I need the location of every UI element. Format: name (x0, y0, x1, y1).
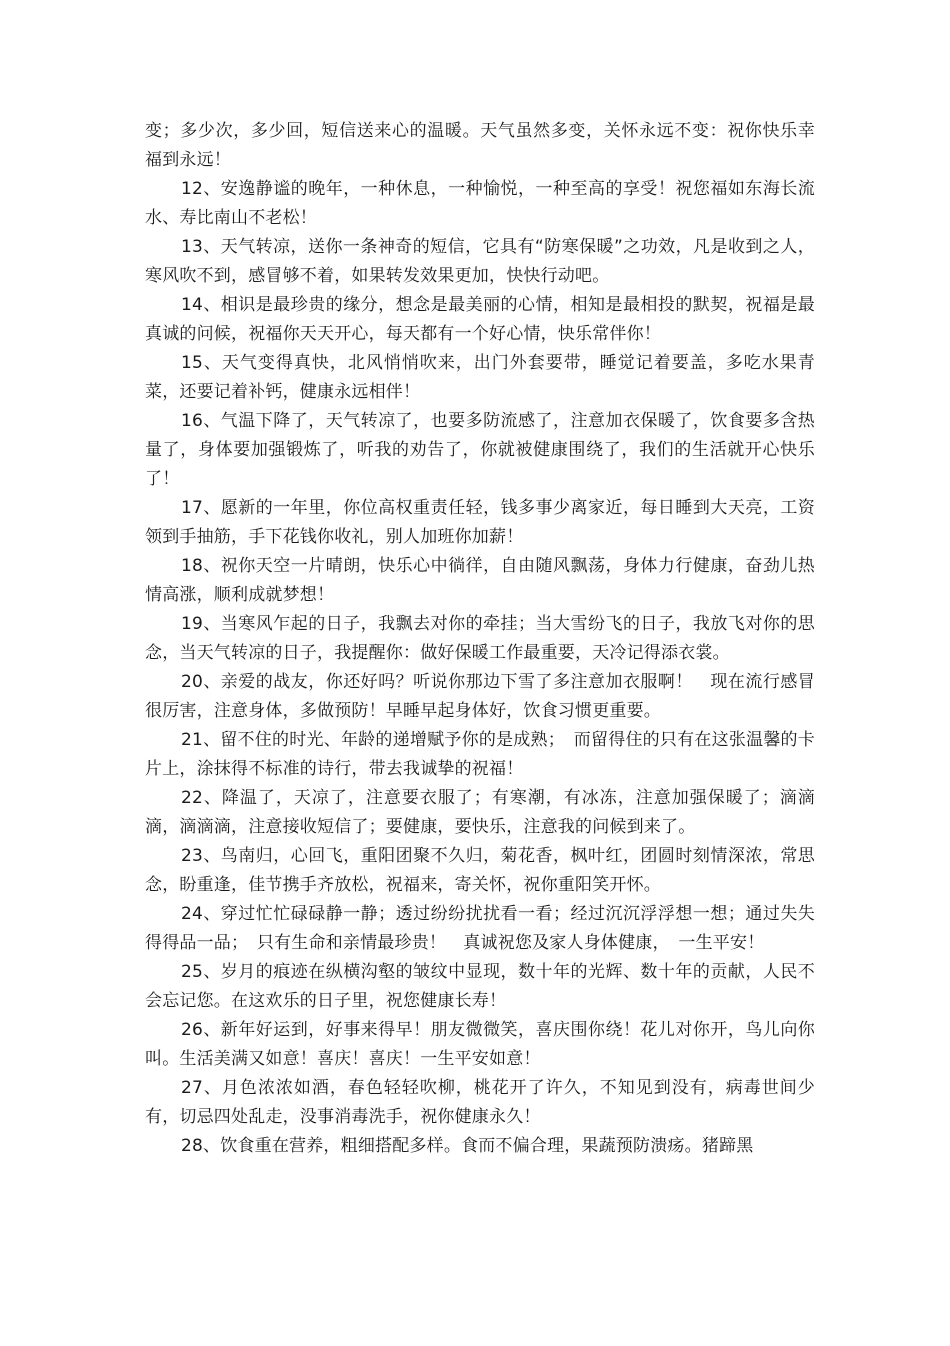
paragraph-17: 17、愿新的一年里，你位高权重责任轻，钱多事少离家近，每日睡到大天亮，工资领到手抽筋，手下花钱你收礼，别人加班你加薪！ (145, 498, 815, 547)
paragraph-20: 20、亲爱的战友，你还好吗？听说你那边下雪了多注意加衣服啊！ 现在流行感冒很厉害，注意身体，多做预防！早睡早起身体好，饮食习惯更重要。 (145, 672, 815, 721)
paragraph-24: 24、穿过忙忙碌碌静一静；透过纷纷扰扰看一看；经过沉沉浮浮想一想；通过失失得得品一品； 只有生命和亲情最珍贵！ 真诚祝您及家人身体健康， 一生平安！ (145, 904, 815, 953)
document-page (145, 117, 815, 1161)
paragraph-13: 13、天气转凉，送你一条神奇的短信，它具有“防寒保暖”之功效，凡是收到之人，寒风吹不到，感冒够不着，如果转发效果更加，快快行动吧。 (145, 237, 815, 286)
paragraph-23: 23、鸟南归，心回飞，重阳团聚不久归，菊花香，枫叶红，团圆时刻情深浓，常思念，盼重逢，佳节携手齐放松，祝福来，寄关怀，祝你重阳笑开怀。 (145, 846, 815, 895)
paragraph-11-continued: 变；多少次，多少回，短信送来心的温暖。天气虽然多变，关怀永远不变：祝你快乐幸福到永远！ (145, 121, 815, 170)
paragraph-26: 26、新年好运到，好事来得早！朋友微微笑，喜庆围你绕！花儿对你开，鸟儿向你叫。生活美满又如意！喜庆！喜庆！一生平安如意！ (145, 1020, 815, 1069)
paragraph-14: 14、相识是最珍贵的缘分，想念是最美丽的心情，相知是最相投的默契，祝福是最真诚的问候，祝福你天天开心，每天都有一个好心情，快乐常伴你！ (145, 295, 815, 344)
paragraph-16: 16、气温下降了，天气转凉了，也要多防流感了，注意加衣保暖了，饮食要多含热量了，身体要加强锻炼了，听我的劝告了，你就被健康围绕了，我们的生活就开心快乐了！ (145, 411, 815, 489)
paragraph-18: 18、祝你天空一片晴朗，快乐心中徜徉，自由随风飘荡，身体力行健康，奋劲儿热情高涨，顺利成就梦想！ (145, 556, 815, 605)
paragraph-22: 22、降温了，天凉了，注意要衣服了；有寒潮，有冰冻，注意加强保暖了；滴滴滴，滴滴滴，注意接收短信了；要健康，要快乐，注意我的问候到来了。 (145, 788, 815, 837)
paragraph-25: 25、岁月的痕迹在纵横沟壑的皱纹中显现，数十年的光辉、数十年的贡献，人民不会忘记您。在这欢乐的日子里，祝您健康长寿！ (145, 962, 815, 1011)
paragraph-21: 21、留不住的时光、年龄的递增赋予你的是成熟； 而留得住的只有在这张温馨的卡片上，涂抹得不标准的诗行，带去我诚挚的祝福！ (145, 730, 815, 779)
paragraph-15: 15、天气变得真快，北风悄悄吹来，出门外套要带，睡觉记着要盖，多吃水果青菜，还要记着补钙，健康永远相伴！ (145, 353, 815, 402)
paragraph-27: 27、月色浓浓如酒，春色轻轻吹柳，桃花开了许久，不知见到没有，病毒世间少有，切忌四处乱走，没事消毒洗手，祝你健康永久！ (145, 1078, 815, 1127)
paragraph-28: 28、饮食重在营养，粗细搭配多样。食而不偏合理，果蔬预防溃疡。猪蹄黑 (181, 1136, 754, 1156)
paragraph-12: 12、安逸静谧的晚年，一种休息，一种愉悦，一种至高的享受！祝您福如东海长流水、寿比南山不老松！ (145, 179, 815, 228)
paragraph-19: 19、当寒风乍起的日子，我飘去对你的牵挂；当大雪纷飞的日子，我放飞对你的思念，当天气转凉的日子，我提醒你：做好保暖工作最重要，天冷记得添衣裳。 (145, 614, 815, 663)
